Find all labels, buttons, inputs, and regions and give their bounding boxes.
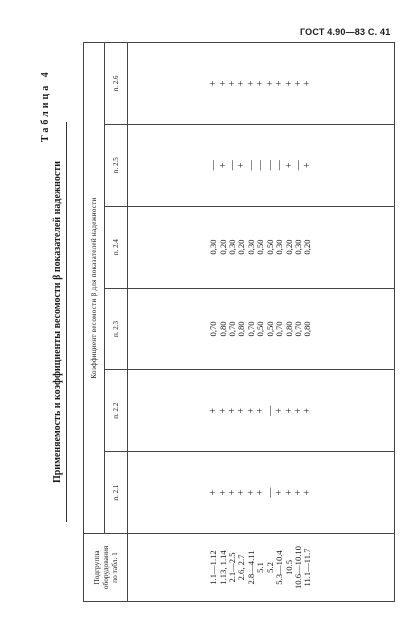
column-values	[128, 206, 395, 288]
table-cell: —	[292, 160, 304, 171]
table-cell: 0,30	[245, 239, 256, 255]
table-cell: +	[302, 489, 314, 496]
table-cell: 0,70	[274, 321, 285, 337]
column-header: п. 2.1	[105, 452, 128, 534]
subgroup-item: 1.1—1.12	[208, 550, 219, 585]
table-cell: 0,80	[236, 321, 247, 337]
table-cell: +	[208, 80, 220, 87]
table-cell: +	[217, 407, 229, 414]
table-cell: +	[217, 489, 229, 496]
table-cell: +	[292, 489, 304, 496]
table-cell: +	[245, 407, 257, 414]
table-cell: 0,70	[208, 321, 219, 337]
table-cell: +	[227, 407, 239, 414]
table-cell: +	[208, 489, 220, 496]
table-cell: +	[255, 80, 267, 87]
subgroup-item: 2.6, 2.7	[236, 554, 247, 581]
table-cell: 0,70	[292, 321, 303, 337]
table-cell: —	[208, 160, 220, 171]
subgroup-item: 10.5	[283, 559, 294, 576]
table-cell: +	[245, 80, 257, 87]
table-cell: +	[302, 80, 314, 87]
table-cell: +	[217, 162, 229, 169]
column-values	[128, 370, 395, 452]
first-col-header-line: Подгруппа	[92, 550, 101, 585]
table-cell: +	[283, 162, 295, 169]
table-cell: +	[264, 80, 276, 87]
table-title: Применяемость и коэффициенты весомости β показателей надежности	[52, 160, 63, 484]
column-values	[128, 288, 395, 370]
table-cell: 0,30	[274, 239, 285, 255]
table-cell: +	[208, 407, 220, 414]
subgroup-item: 5.1	[255, 562, 266, 573]
title-underline	[66, 122, 67, 522]
table-cell: +	[283, 407, 295, 414]
column-header: п. 2.4	[105, 206, 128, 288]
subgroup-item: 1.13, 1.14	[217, 550, 228, 585]
table-cell: —	[227, 160, 239, 171]
column-values	[128, 43, 395, 125]
group-header: Коэффициент весомости β для показателей надежности	[84, 43, 105, 534]
subgroup-item: 5.2	[264, 562, 275, 573]
table-cell: 0,20	[302, 239, 313, 255]
column-header: п. 2.5	[105, 124, 128, 206]
table-cell: 0,50	[264, 321, 275, 337]
subgroup-list	[128, 534, 395, 602]
table-cell: +	[227, 80, 239, 87]
table-cell: +	[274, 407, 286, 414]
table-cell: 0,70	[227, 321, 238, 337]
table-cell: +	[236, 80, 248, 87]
table-cell: —	[264, 160, 276, 171]
table-cell: 0,50	[255, 239, 266, 255]
table-cell: +	[274, 489, 286, 496]
column-header: п. 2.6	[105, 43, 128, 125]
first-col-header-line: оборудования	[101, 545, 110, 590]
table-cell: 0,30	[227, 239, 238, 255]
table-cell: 0,50	[255, 321, 266, 337]
table-cell: +	[292, 407, 304, 414]
reliability-table	[83, 42, 395, 602]
table-cell: —	[264, 487, 276, 498]
table-cell: 0,70	[245, 321, 256, 337]
rotated-table-block	[28, 42, 388, 602]
table-cell: 0,50	[264, 239, 275, 255]
table-cell: —	[255, 160, 267, 171]
page-header: ГОСТ 4.90—83 С. 41	[300, 27, 391, 37]
column-header: п. 2.3	[105, 288, 128, 370]
table-cell: 0,20	[217, 239, 228, 255]
first-col-header-line: по табл. 1	[110, 552, 119, 583]
subgroup-item: 5.3—10.4	[274, 550, 285, 585]
column-values	[128, 124, 395, 206]
table-cell: 0,30	[292, 239, 303, 255]
table-cell: +	[227, 489, 239, 496]
table-cell: 0,20	[283, 239, 294, 255]
subgroup-item: 10.6—10.10	[292, 546, 303, 589]
table-cell: 0,80	[217, 321, 228, 337]
table-cell: 0,30	[208, 239, 219, 255]
table-label: Таблица 4	[40, 69, 51, 142]
table-cell: +	[302, 162, 314, 169]
table-cell: +	[217, 80, 229, 87]
table-cell: +	[302, 407, 314, 414]
table-cell: +	[283, 489, 295, 496]
table-cell: 0,80	[283, 321, 294, 337]
table-cell: +	[236, 489, 248, 496]
table-cell: +	[236, 162, 248, 169]
table-cell: +	[292, 80, 304, 87]
table-cell: 0,80	[302, 321, 313, 337]
subgroup-item: 2.8—4.11	[245, 550, 256, 585]
subgroup-item: 2.1—2.5	[227, 552, 238, 583]
column-header: п. 2.2	[105, 370, 128, 452]
table-cell: +	[255, 407, 267, 414]
table-cell: —	[274, 160, 286, 171]
column-values	[128, 452, 395, 534]
first-col-header	[84, 534, 128, 602]
table-cell: 0,20	[236, 239, 247, 255]
table-cell: +	[245, 489, 257, 496]
table-cell: +	[236, 407, 248, 414]
subgroup-item: 11.1—11.7	[302, 548, 313, 587]
table-cell: —	[264, 405, 276, 416]
table-cell: —	[245, 160, 257, 171]
table-cell: +	[274, 80, 286, 87]
table-cell: +	[283, 80, 295, 87]
table-cell: +	[255, 489, 267, 496]
